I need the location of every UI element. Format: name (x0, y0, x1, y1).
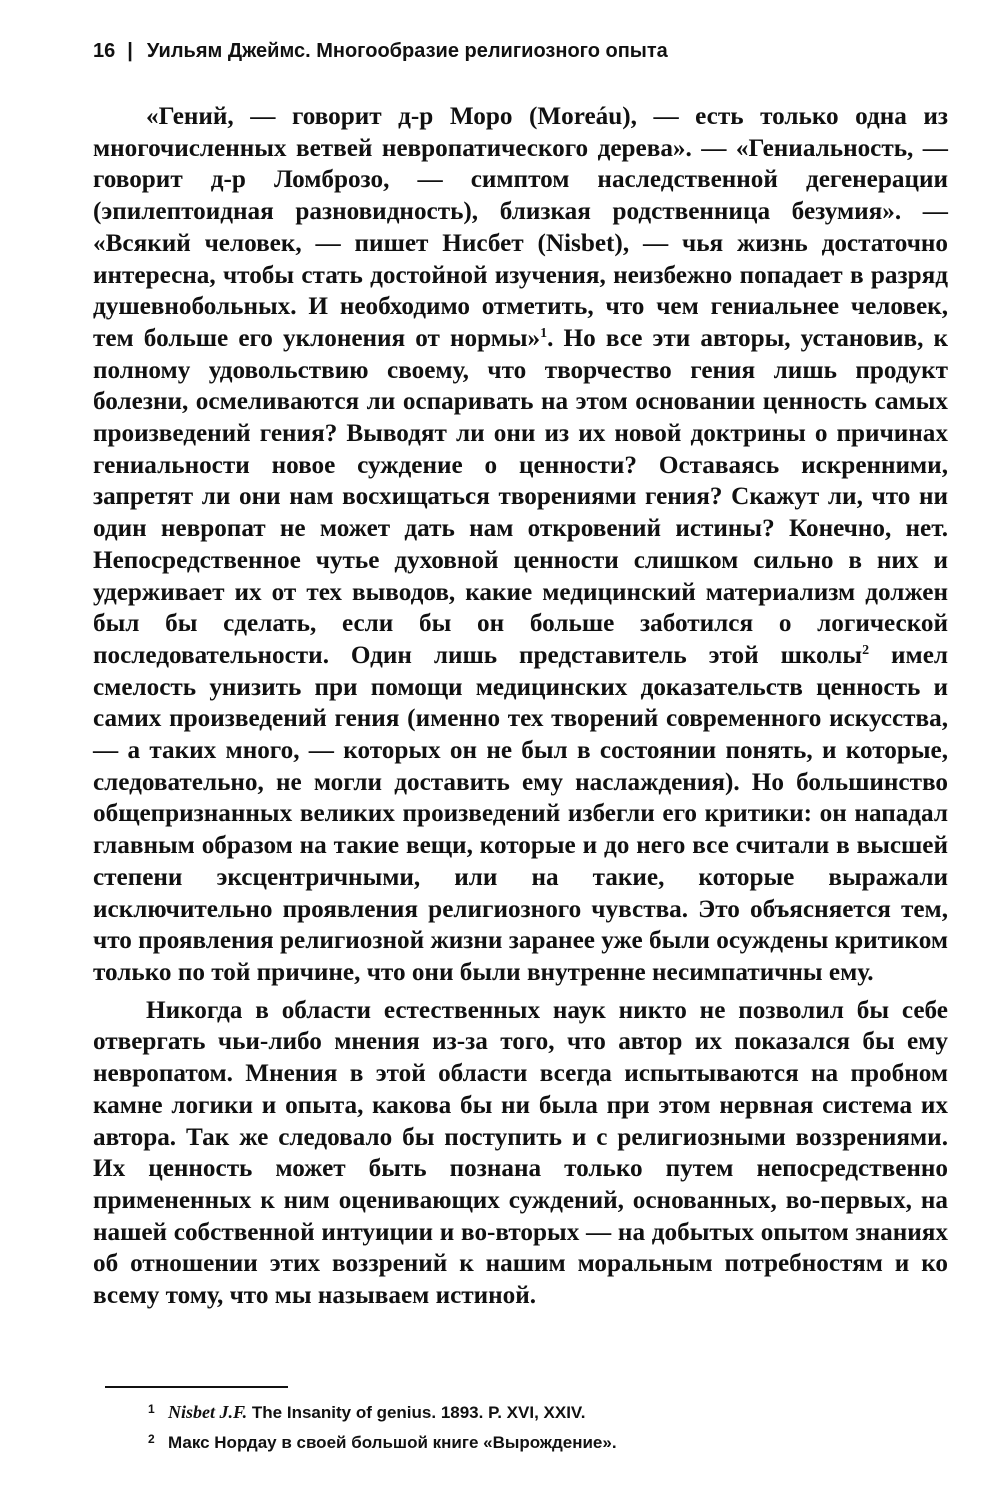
footnote-1-marker: 1 (148, 1402, 155, 1416)
book-title: Уильям Джеймс. Многообразие религиозного опыта (146, 40, 668, 62)
page-number: 16 (93, 40, 116, 62)
footnote-2-marker: 2 (148, 1432, 155, 1446)
footnote-ref-2: 2 (862, 642, 870, 658)
paragraph-1-part-a: «Гений, — говорит д-р Моро (Moreáu), — есть только одна из многочисленных ветвей невропатического дерева». — «Гениальность, — говорит д-р Ломброзо, — симптом наследственной дегенерации (эпилептоидная разновидность), близкая родственница безумия». — «Всякий человек, — пишет Нисбет (Nisbet), — чья жизнь достаточно интересна, чтобы стать достойной изучения, неизбежно попадает в разряд душевнобольных. И необходимо отметить, что чем гениальнее человек, тем больше его уклонения от нормы» (93, 103, 948, 352)
footnote-1-author: Nisbet J.F. (168, 1402, 248, 1422)
footnote-2-text: Макс Нордау в своей большой книге «Вырождение». (168, 1433, 617, 1452)
footnotes (148, 1396, 928, 1456)
paragraph-1 (93, 101, 948, 989)
footnote-2 (148, 1426, 928, 1456)
main-text (93, 101, 948, 1312)
paragraph-1-part-c: имел смелость унизить при помощи медицинских доказательств ценность и самих произведений гения (именно тех творений современного искусства, — а таких много, — которых он не был в состоянии понять, и которые, следовательно, не могли доставить ему наслаждения). Но большинство общепризнанных великих произведений избегли его критики: он нападал главным образом на такие вещи, которые и до него все считали в высшей степени эксцентричными, или на такие, которые выражали исключительно проявления религиозного чувства. Это объясняется тем, что проявления религиозной жизни заранее уже были осуждены критиком только по той причине, что они были внутренне несимпатичны ему. (93, 641, 949, 986)
header-separator: | (127, 40, 133, 62)
footnote-divider (105, 1386, 288, 1388)
footnote-ref-1: 1 (540, 325, 548, 341)
running-header (93, 40, 668, 63)
paragraph-2: Никогда в области естественных наук никто не позволил бы себе отвергать чьи-либо мнения из-за того, что автор их показался бы ему невропатом. Мнения в этой области всегда испытываются на пробном камне логики и опыта, какова бы ни была при этом нервная система их автора. Так же следовало бы поступить и с религиозными воззрениями. Их ценность может быть познана только путем непосредственно примененных к ним оценивающих суждений, основанных, во-первых, на нашей собственной интуиции и во-вторых — на добытых опытом знаниях об отношении этих воззрений к нашим моральным потребностям и ко всему тому, что мы называем истиной. (93, 996, 948, 1310)
footnote-1 (148, 1396, 928, 1426)
paragraph-1-part-b: . Но все эти авторы, установив, к полному удовольствию своему, что творчество гения лишь продукт болезни, осмеливаются ли оспаривать на этом основании ценность самых произведений гения? Выводят ли они из их новой доктрины о причинах гениальности новое суждение о ценности? Оставаясь искренними, запретят ли они нам восхищаться творениями гения? Скажут ли, что ни один невропат не может дать нам откровений истины? Конечно, нет. Непосредственное чутье духовной ценности слишком сильно в них и удерживает их от тех выводов, какие медицинский материализм должен был бы сделать, если бы он больше заботился о логической последовательности. Один лишь представитель этой школы (93, 324, 949, 669)
footnote-1-text: The Insanity of genius. 1893. P. XVI, XXIV. (247, 1403, 586, 1422)
